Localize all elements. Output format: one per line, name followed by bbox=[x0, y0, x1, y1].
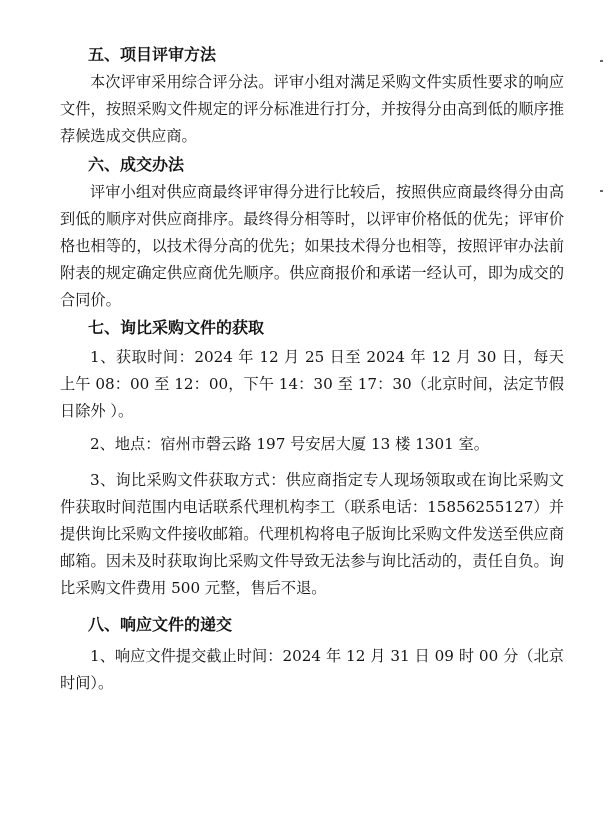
section-7-item-2: 2、地点：宿州市磬云路 197 号安居大厦 13 楼 1301 室。 bbox=[90, 435, 489, 453]
section-6-heading: 六、成交办法 bbox=[88, 155, 185, 174]
scan-edge-mark bbox=[600, 190, 603, 192]
section-6-body: 评审小组对供应商最终评审得分进行比较后，按照供应商最终得分由高到低的顺序对供应商排序。最终得分相等时，以评审价格低的优先；评审价格也相等的，以技术得分高的优先；如果技术得分也相等，按照评审办法前附表的规定确定供应商优先顺序。供应商报价和承诺一经认可，即为成交的合同价。 bbox=[60, 183, 564, 310]
section-7-item-3: 3、询比采购文件获取方式：供应商指定专人现场领取或在询比采购文件获取时间范围内电话联系代理机构李工（联系电话：15856255127）并提供询比采购文件接收邮箱。代理机构将电子版询比采购文件发送至供应商邮箱。因未及时获取询比采购文件导致无法参与询比活动的，责任自负。询比采购文件费用 500 元整，售后不退。 bbox=[60, 471, 564, 598]
section-5-body: 本次评审采用综合评分法。评审小组对满足采购文件实质性要求的响应文件，按照采购文件规定的评分标准进行打分，并按得分由高到低的顺序推荐候选成交供应商。 bbox=[60, 73, 564, 146]
section-8-heading: 八、响应文件的递交 bbox=[88, 615, 233, 634]
section-8-item-1: 1、响应文件提交截止时间：2024 年 12 月 31 日 09 时 00 分（北京时间）。 bbox=[60, 647, 564, 693]
section-5-heading: 五、项目评审方法 bbox=[88, 45, 217, 64]
section-7-item-1: 1、获取时间：2024 年 12 月 25 日至 2024 年 12 月 30 日，每天上午 08：00 至 12：00，下午 14：30 至 17：30（北京时间，法定节假日除外 ）。 bbox=[60, 348, 564, 421]
section-7-heading: 七、询比采购文件的获取 bbox=[88, 318, 265, 337]
scan-edge-mark bbox=[600, 60, 603, 62]
